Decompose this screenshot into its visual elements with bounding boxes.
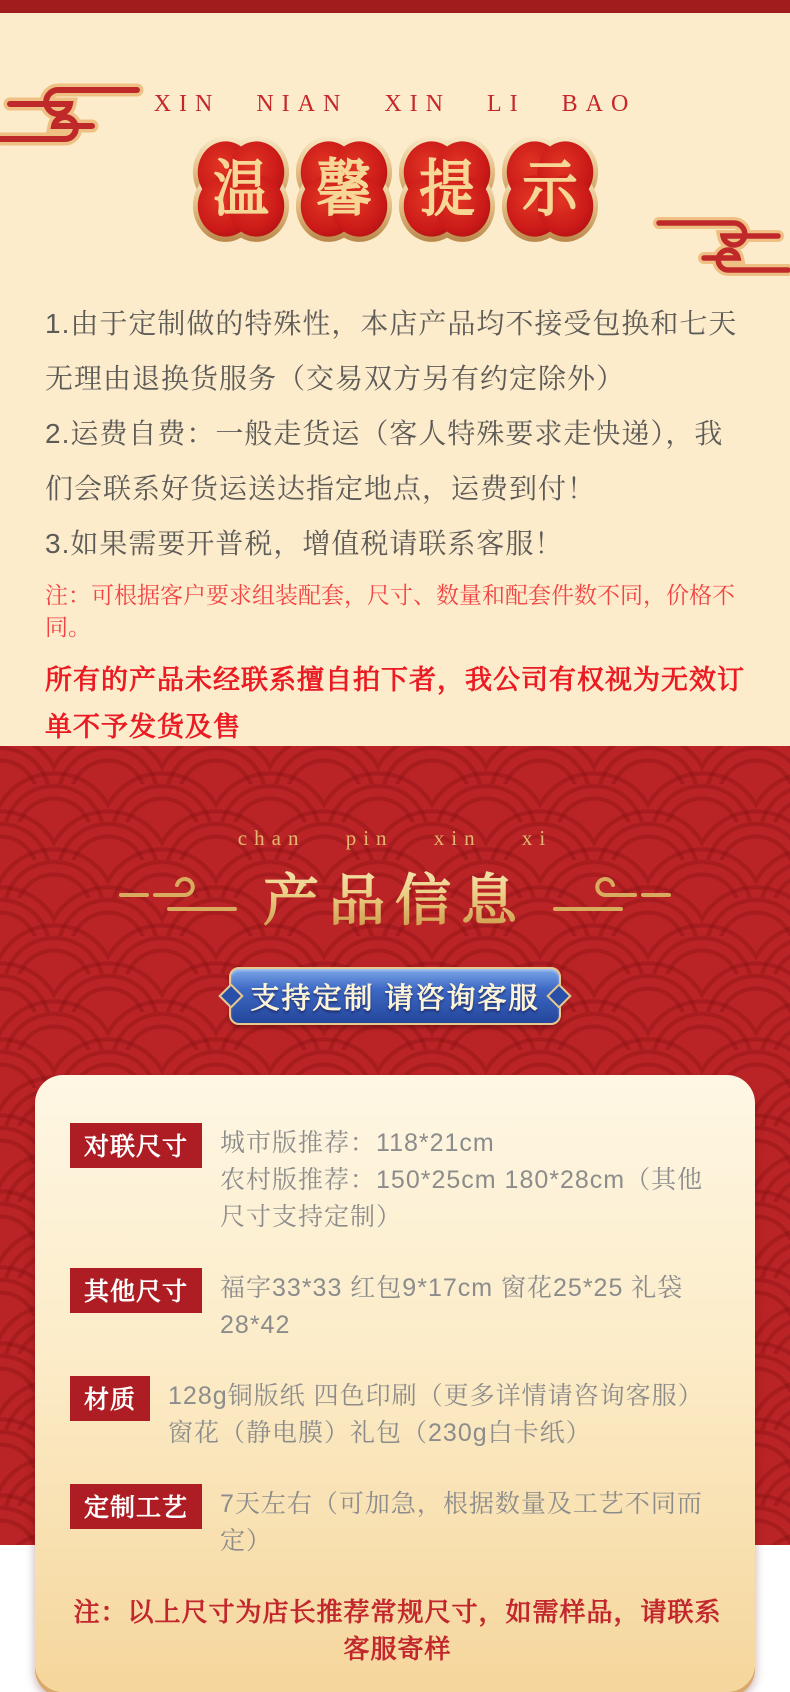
spec-row-other-sizes — [70, 1268, 725, 1344]
tips-line: 1.由于定制做的特殊性，本店产品均不接受包换和七天 — [45, 308, 738, 339]
tips-note: 注：可根据客户要求组装配套，尺寸、数量和配套件数不同，价格不同。 — [45, 582, 735, 640]
tips-line: 2.运费自费：一般走货运（客人特殊要求走快递），我 — [45, 418, 724, 449]
badge-char: 示 — [521, 155, 578, 224]
panel-note: 注：以上尺寸为店长推荐常规尺寸，如需样品，请联系客服寄样 — [73, 1597, 722, 1664]
spec-row-craft-time — [70, 1484, 725, 1560]
spec-label: 材质 — [70, 1376, 150, 1421]
warm-tips-section — [0, 13, 790, 746]
spec-value: 农村版推荐：150*25cm 180*28cm（其他尺寸支持定制） — [220, 1166, 704, 1231]
spec-row-material — [70, 1376, 725, 1452]
tips-subtitle: XIN NIAN XIN LI BAO — [153, 91, 637, 117]
product-subtitle: chan pin xin xi — [237, 826, 553, 850]
spec-label: 其他尺寸 — [70, 1268, 202, 1313]
cloud-icon — [0, 75, 138, 157]
contact-service-button[interactable] — [229, 967, 561, 1025]
spec-label: 对联尺寸 — [70, 1123, 202, 1168]
tips-line: 们会联系好货运送达指定地点，运费到付！ — [45, 473, 597, 504]
spec-value: 128g铜版纸 四色印刷（更多详情请咨询客服） — [168, 1382, 704, 1410]
tips-body — [45, 296, 745, 571]
tips-warning-line: 所有的产品未经联系擅自拍下者，我公司有权视为无效订单不予发货及售 — [45, 665, 745, 742]
title-badge — [500, 134, 600, 244]
tips-line: 无理由退换货服务（交易双方另有约定除外） — [45, 363, 626, 394]
cloud-icon — [658, 209, 790, 287]
product-info-section — [0, 746, 790, 1664]
spec-value: 城市版推荐：118*21cm — [220, 1129, 495, 1157]
badge-char: 提 — [418, 155, 475, 224]
spec-value: 7天左右（可加急，根据数量及工艺不同而定） — [220, 1490, 703, 1555]
spec-values — [220, 1484, 725, 1560]
spec-values — [220, 1123, 725, 1236]
spec-value: 窗花（静电膜）礼包（230g白卡纸） — [168, 1419, 592, 1447]
cloud-icon — [553, 873, 671, 921]
product-title-row — [0, 857, 790, 937]
tips-line: 3.如果需要开普税，增值税请联系客服！ — [45, 528, 564, 559]
spec-panel — [35, 1075, 755, 1692]
spec-value: 福字33*33 红包9*17cm 窗花25*25 礼袋28*42 — [220, 1274, 684, 1339]
title-badge — [397, 134, 497, 244]
product-title: 产品信息 — [263, 857, 527, 937]
title-badge — [294, 134, 394, 244]
title-badge — [191, 134, 291, 244]
top-divider-bar — [0, 0, 790, 13]
cloud-icon — [119, 873, 237, 921]
badge-char: 温 — [212, 155, 269, 224]
spec-values — [220, 1268, 725, 1344]
spec-row-couplet-size — [70, 1123, 725, 1236]
contact-service-label: 支持定制 请咨询客服 — [250, 982, 540, 1015]
spec-values — [168, 1376, 704, 1452]
badge-char: 馨 — [315, 155, 372, 224]
spec-label: 定制工艺 — [70, 1484, 202, 1529]
